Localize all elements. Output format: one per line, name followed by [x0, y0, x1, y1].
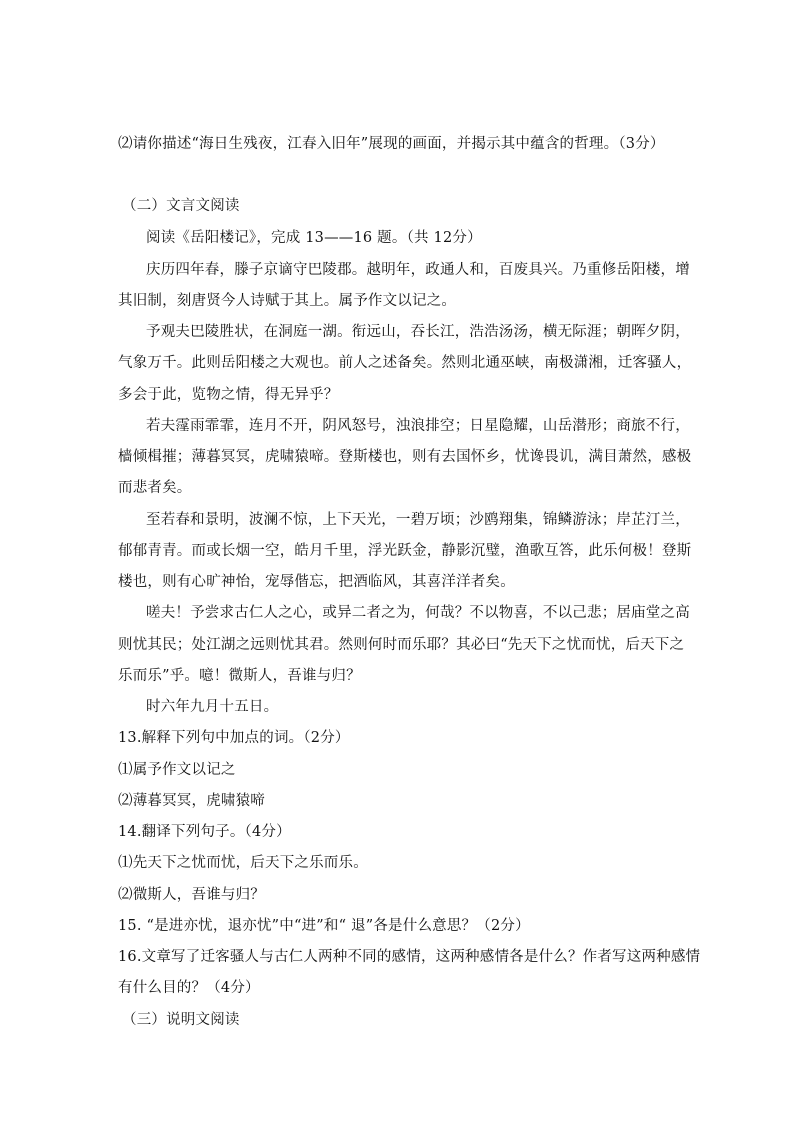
- passage-line: 气象万千。此则岳阳楼之大观也。前人之述备矣。然则北通巫峡，南极潇湘，迁客骚人，: [118, 355, 692, 371]
- passage-line: 楼也，则有心旷神怡，宠辱偕忘，把酒临风，其喜洋洋者矣。: [118, 574, 515, 590]
- passage-line: 郁郁青青。而或长烟一空，皓月千里，浮光跃金，静影沉璧，渔歌互答，此乐何极！登斯: [118, 543, 692, 559]
- question-14: 14.翻译下列句子。（4分）: [118, 824, 291, 840]
- question-12-part-2: ⑵请你描述“海日生残夜，江春入旧年”展现的画面，并揭示其中蕴含的哲理。（3分）: [118, 136, 665, 152]
- section-heading-classical-reading: （二）文言文阅读: [122, 198, 240, 214]
- question-14-item-2: ⑵微斯人，吾谁与归？: [118, 887, 265, 903]
- passage-line: 乐而乐”乎。噫！微斯人，吾谁与归？: [118, 668, 361, 684]
- question-15: 15. “是进亦忧，退亦忧”中“进”和“ 退”各是什么意思？（2分）: [118, 918, 530, 934]
- passage-date-line: 时六年九月十五日。: [146, 699, 279, 715]
- section-heading-expository-reading: （三）说明文阅读: [122, 1012, 240, 1028]
- question-16-cont: 有什么目的？（4分）: [118, 980, 260, 996]
- passage-line: 予观夫巴陵胜状，在洞庭一湖。衔远山，吞长江，浩浩汤汤，横无际涯；朝晖夕阴，: [146, 324, 690, 340]
- question-14-item-1: ⑴先天下之忧而忧，后天下之乐而乐。: [118, 855, 368, 871]
- passage-line: 其旧制，刻唐贤今人诗赋于其上。属予作文以记之。: [118, 293, 457, 309]
- passage-line: 则忧其民；处江湖之远则忧其君。然则何时而乐耶？其必曰“先天下之忧而忧，后天下之: [118, 637, 685, 653]
- question-13-item-2: ⑵薄暮冥冥，虎啸猿啼: [118, 793, 265, 809]
- passage-line: 至若春和景明，波澜不惊，上下天光，一碧万顷；沙鸥翔集，锦鳞游泳；岸芷汀兰，: [146, 512, 690, 528]
- passage-line: 而悲者矣。: [118, 480, 192, 496]
- question-13-item-1: ⑴属予作文以记之: [118, 762, 236, 778]
- passage-line: 若夫霪雨霏霏，连月不开，阴风怒号，浊浪排空；日星隐耀，山岳潜形；商旅不行，: [146, 418, 690, 434]
- reading-instruction: 阅读《岳阳楼记》，完成 13——16 题。（共 12分）: [146, 230, 482, 246]
- passage-line: 庆历四年春，滕子京谪守巴陵郡。越明年，政通人和，百废具兴。乃重修岳阳楼，增: [146, 262, 690, 278]
- question-13: 13.解释下列句中加点的词。（2分）: [118, 730, 350, 746]
- passage-line: 嗟夫！予尝求古仁人之心，或异二者之为，何哉？不以物喜，不以己悲；居庙堂之高: [146, 605, 690, 621]
- passage-line: 樯倾楫摧；薄暮冥冥，虎啸猿啼。登斯楼也，则有去国怀乡，忧谗畏讥，满目萧然，感极: [118, 449, 692, 465]
- passage-line: 多会于此，览物之情，得无异乎？: [118, 387, 339, 403]
- question-16: 16.文章写了迁客骚人与古仁人两种不同的感情，这两种感情各是什么？作者写这两种感情: [118, 949, 701, 965]
